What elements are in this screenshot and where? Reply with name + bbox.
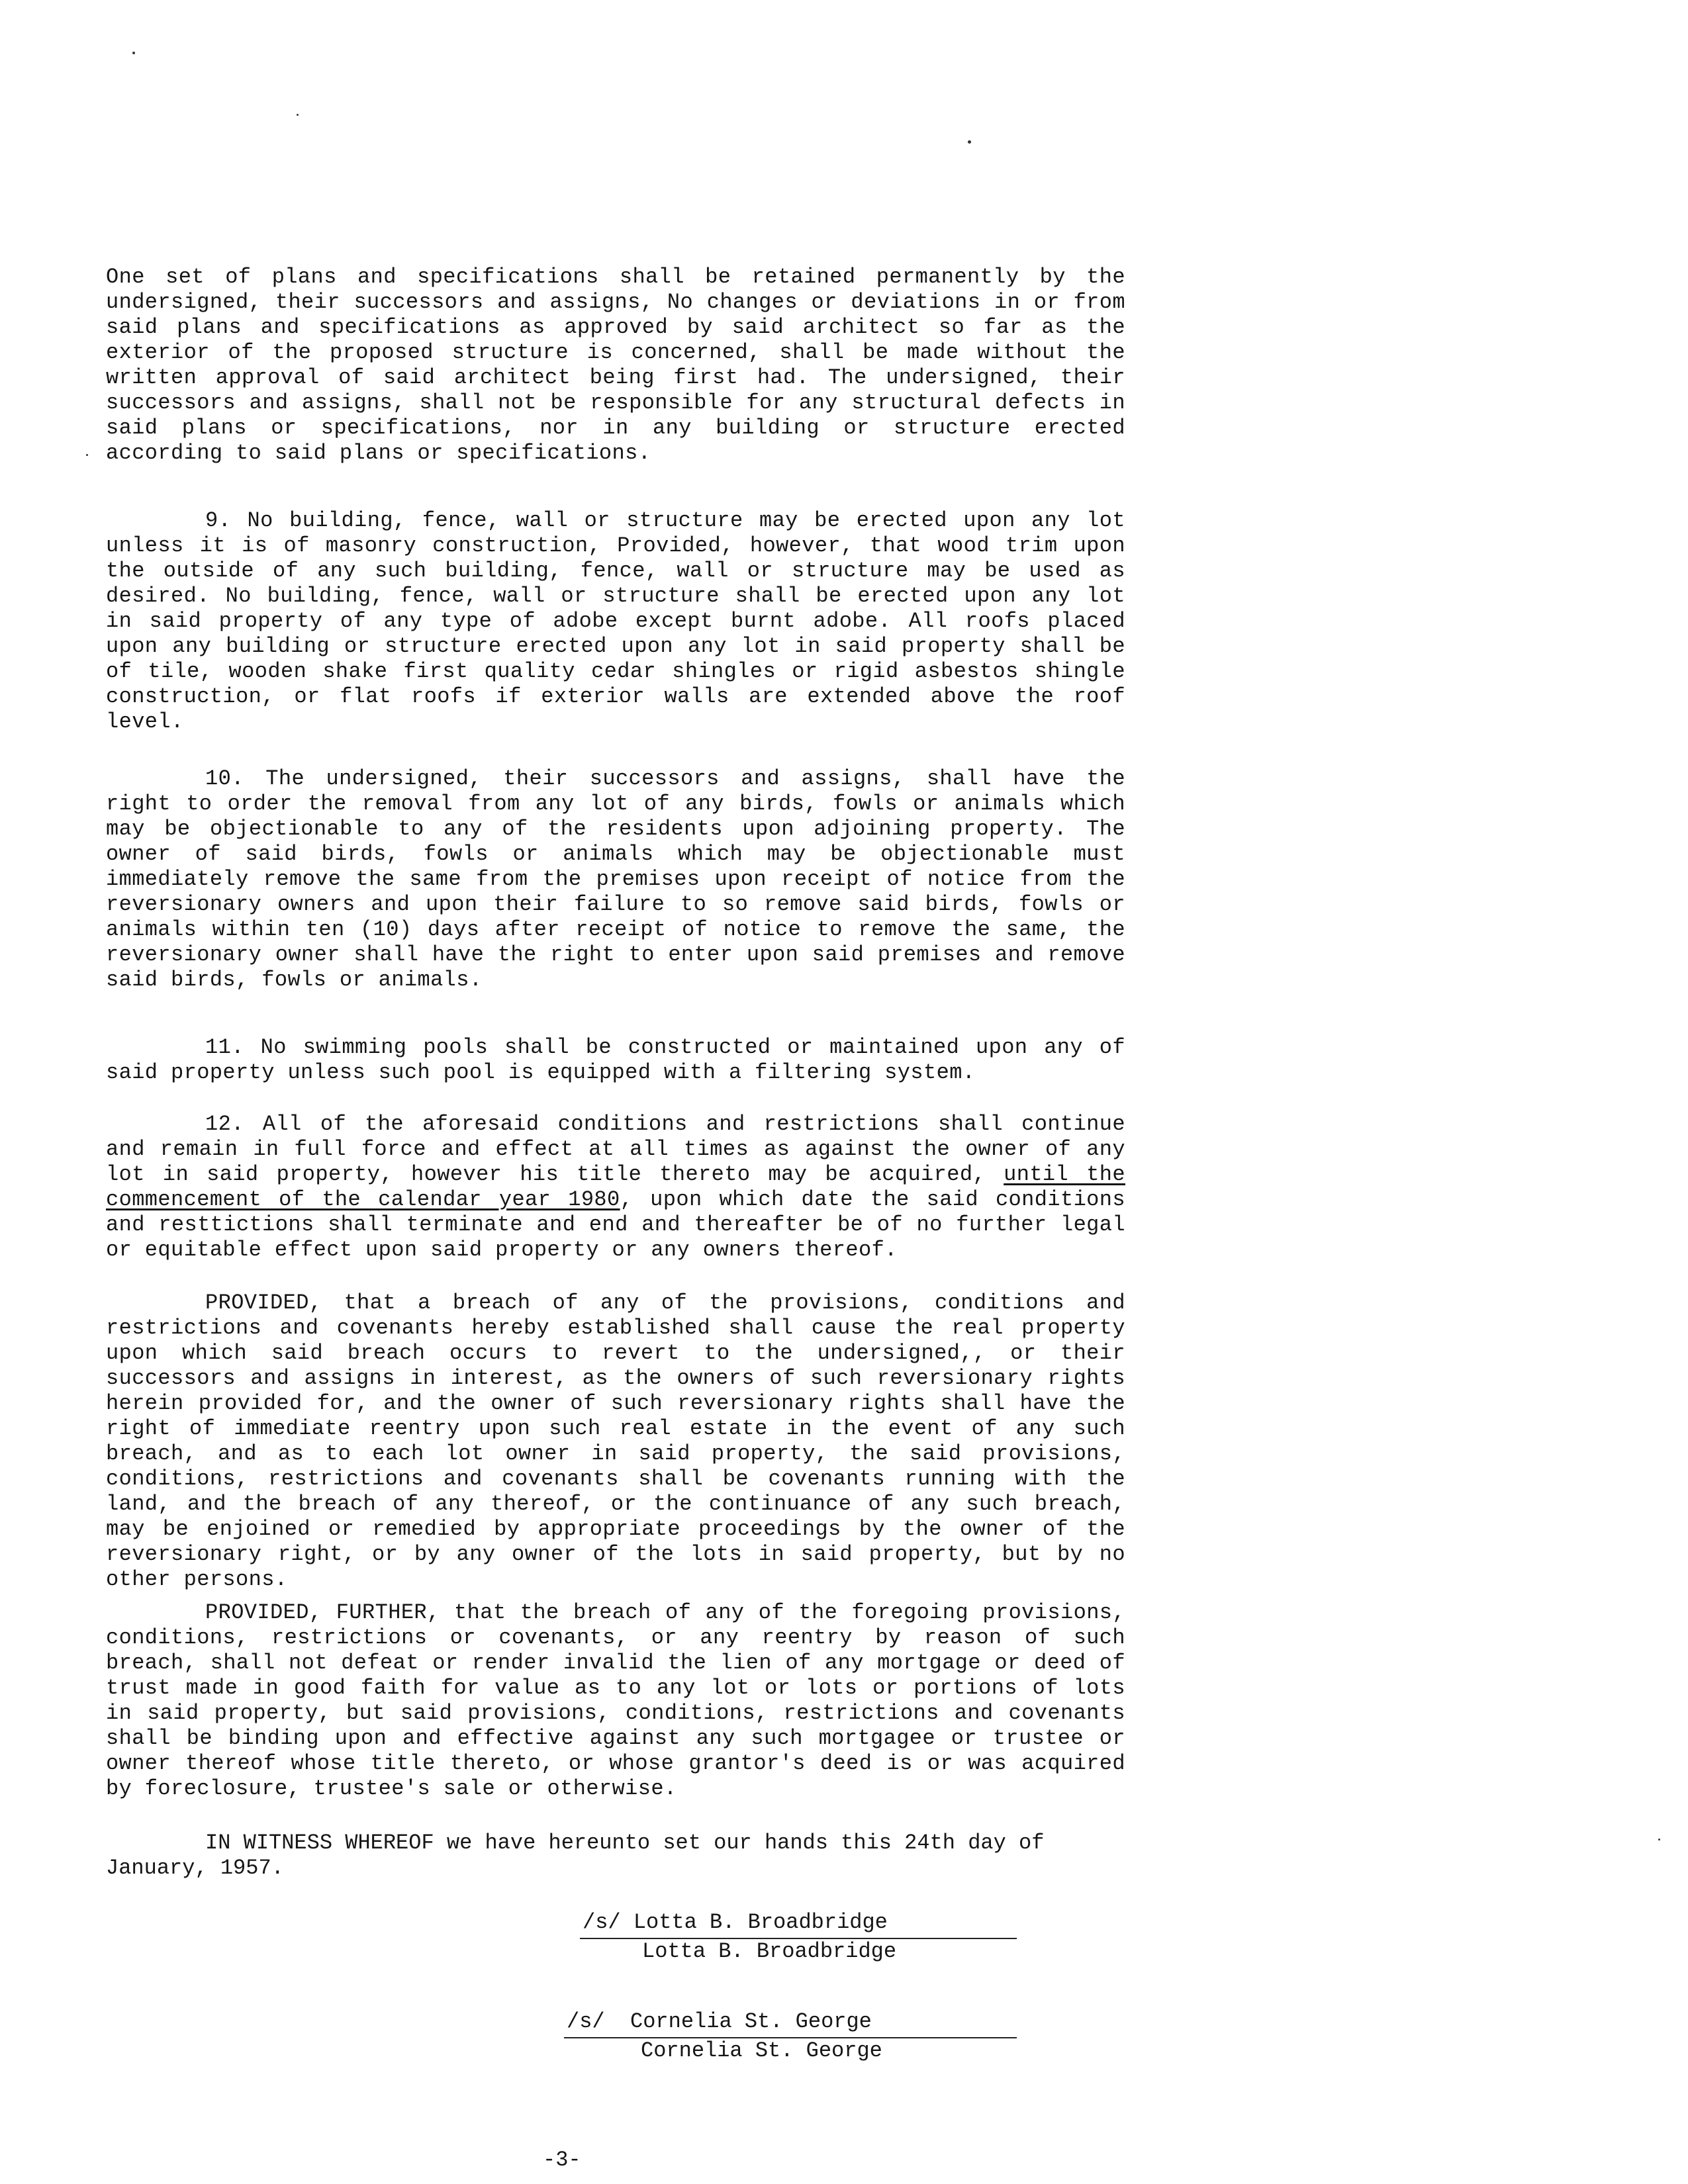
- signature-2-signed: /s/ Cornelia St. George: [567, 2009, 872, 2034]
- paragraph-provided-further: PROVIDED, FURTHER, that the breach of any of the foregoing provisions, conditions, restrictions or covenants, or any reentry by reason of such breach, shall not defeat or render invalid the lien of any mortgage or deed of trust made in good faith for value as to any lot or lots or portions of lots in said property, but said provisions, conditions, restrictions and covenants shall be binding upon and effective against any such mortgagee or trustee or owner thereof whose title thereto, or whose grantor's deed is or was acquired by foreclosure, trustee's sale or otherwise.: [106, 1600, 1125, 1801]
- paragraph-provided: PROVIDED, that a breach of any of the provisions, conditions and restrictions and covenants hereby established shall cause the real property upon which said breach occurs to revert to the undersigned,, or their successors and assigns in interest, as the owners of such reversionary rights herein provided for, and the owner of such reversionary rights shall have the right of immediate reentry upon such real estate in the event of any such breach, and as to each lot owner in said property, the said provisions, conditions, restrictions and covenants shall be covenants running with the land, and the breach of any thereof, or the continuance of any such breach, may be enjoined or remedied by appropriate proceedings by the owner of the reversionary right, or by any owner of the lots in said property, but by no other persons.: [106, 1291, 1125, 1592]
- paragraph-12-duration: [106, 1112, 1125, 1263]
- page-number: -3-: [543, 2148, 581, 2172]
- signature-2-printed-name: Cornelia St. George: [641, 2038, 882, 2063]
- scan-speck: [1658, 1839, 1660, 1841]
- scan-speck: [968, 140, 971, 144]
- paragraph-11-pools: 11. No swimming pools shall be constructed or maintained upon any of said property unless such pool is equipped with a filtering system.: [106, 1035, 1125, 1085]
- witness-clause: IN WITNESS WHEREOF we have hereunto set our hands this 24th day of January, 1957.: [106, 1831, 1045, 1880]
- scan-speck: [86, 454, 88, 456]
- paragraph-12-text-end: , upon which date the said conditions and resttictions shall terminate and end and thereafter be of no further legal or equitable effect upon said property or any owners thereof.: [106, 1187, 1125, 1262]
- scan-speck: [297, 114, 299, 116]
- paragraph-10-animals: 10. The undersigned, their successors and assigns, shall have the right to order the removal from any lot of any birds, fowls or animals which may be objectionable to any of the residents upon adjoining property. The owner of said birds, fowls or animals which may be objectionable must immediately remove the same from the premises upon receipt of notice from the reversionary owners and upon their failure to so remove said birds, fowls or animals within ten (10) days after receipt of notice to remove the same, the reversionary owner shall have the right to enter upon said premises and remove said birds, fowls or animals.: [106, 766, 1125, 992]
- paragraph-12-underlined-date: until the commencement of the calendar year 1980: [106, 1162, 1125, 1212]
- signature-1-printed-name: Lotta B. Broadbridge: [642, 1939, 897, 1964]
- paragraph-12-text-start: 12. All of the aforesaid conditions and restrictions shall continue and remain in full force and effect at all times as against the owner of any lot in said property, however his title thereto may be acquired,: [106, 1112, 1125, 1187]
- paragraph-9-masonry: 9. No building, fence, wall or structure may be erected upon any lot unless it is of masonry construction, Provided, however, that wood trim upon the outside of any such building, fence, wall or structure may be used as desired. No building, fence, wall or structure shall be erected upon any lot in said property of any type of adobe except burnt adobe. All roofs placed upon any building or structure erected upon any lot in said property shall be of tile, wooden shake first quality cedar shingles or rigid asbestos shingle construction, or flat roofs if exterior walls are extended above the roof level.: [106, 508, 1125, 734]
- scan-speck: [132, 52, 135, 54]
- paragraph-plans-retained: One set of plans and specifications shall be retained permanently by the undersigned, their successors and assigns, No changes or deviations in or from said plans and specifications as approved by said architect so far as the exterior of the proposed structure is concerned, shall be made without the written approval of said architect being first had. The undersigned, their successors and assigns, shall not be responsible for any structural defects in said plans or specifications, nor in any building or structure erected according to said plans or specifications.: [106, 265, 1125, 465]
- signature-1-signed: /s/ Lotta B. Broadbridge: [583, 1910, 888, 1934]
